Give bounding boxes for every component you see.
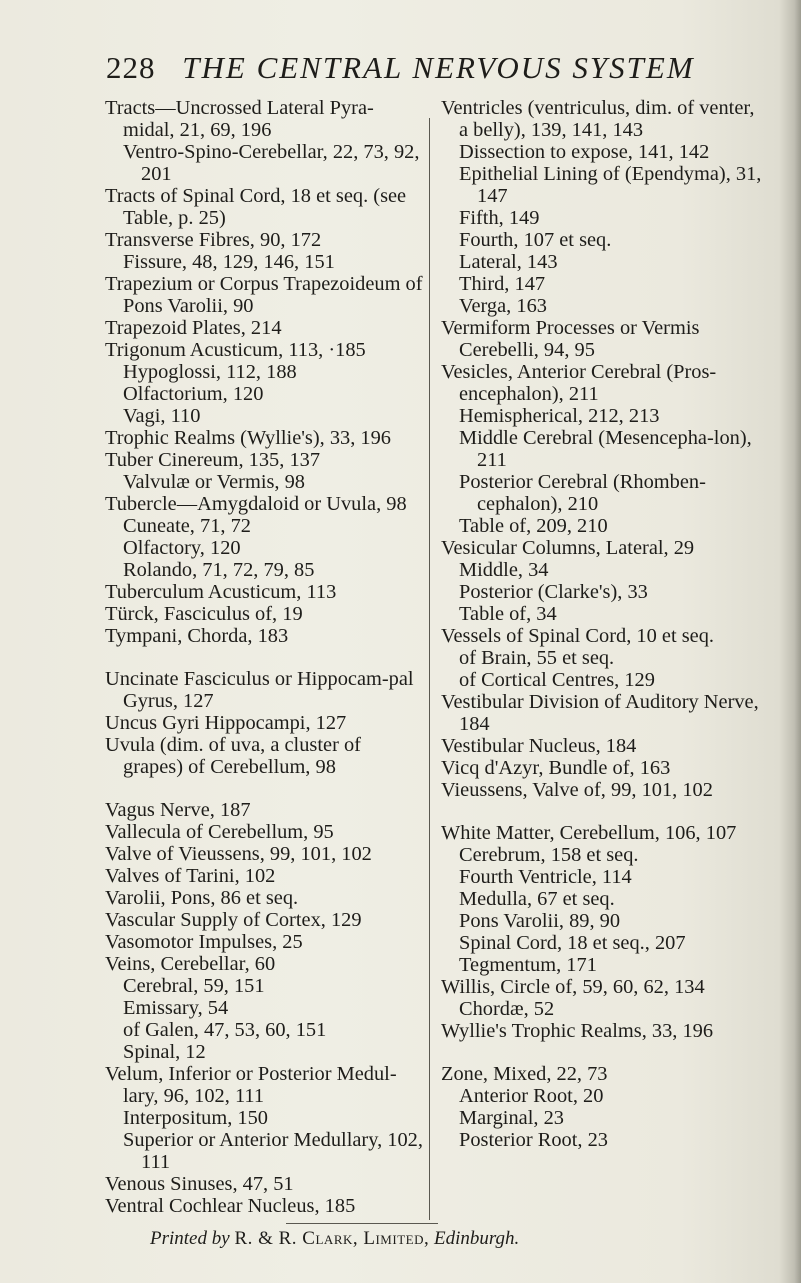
index-entry: Vesicular Columns, Lateral, 29 bbox=[441, 537, 695, 559]
index-entry: Varolii, Pons, 86 et seq. bbox=[105, 887, 299, 909]
index-subentry: Emissary, 54 bbox=[123, 997, 229, 1019]
index-entry: Ventricles (ventriculus, dim. of venter, a belly), 139, 141, 143 bbox=[441, 97, 755, 141]
index-entry: Velum, Inferior or Posterior Medul-lary, 96, 102, 111 bbox=[105, 1063, 397, 1107]
index-entry: Ventro-Spino-Cerebellar, 22, 73, 92, 201 bbox=[123, 141, 420, 185]
index-subentry: Posterior (Clarke's), 33 bbox=[459, 581, 648, 603]
column-divider bbox=[429, 118, 430, 1220]
index-entry: Epithelial Lining of (Ependyma), 31, 147 bbox=[459, 163, 762, 207]
index-subentry: Dissection to expose, 141, 142 bbox=[459, 141, 710, 163]
index-entry: Vesicles, Anterior Cerebral (Pros-encephalon), 211 bbox=[441, 361, 717, 405]
index-entry: Tracts—Uncrossed Lateral Pyra-midal, 21, 69, 196 bbox=[105, 97, 374, 141]
page-edge-shadow bbox=[779, 0, 801, 1283]
section-gap bbox=[441, 1042, 763, 1063]
index-entry: Tympani, Chorda, 183 bbox=[105, 625, 289, 647]
index-entry: Posterior Cerebral (Rhomben-cephalon), 210 bbox=[459, 471, 706, 515]
index-subentry: Rolando, 71, 72, 79, 85 bbox=[123, 559, 315, 581]
running-header bbox=[106, 50, 746, 86]
index-subentry: Middle, 34 bbox=[459, 559, 549, 581]
index-subentry: Table of, 209, 210 bbox=[459, 515, 608, 537]
index-subentry: Fifth, 149 bbox=[459, 207, 540, 229]
page-number: 228 bbox=[106, 50, 156, 85]
section-gap bbox=[105, 778, 423, 799]
index-entry: Uncinate Fasciculus or Hippocam-pal Gyrus, 127 bbox=[105, 668, 414, 712]
index-subentry: Lateral, 143 bbox=[459, 251, 558, 273]
index-subentry: Medulla, 67 et seq. bbox=[459, 888, 615, 910]
index-entry: Valve of Vieussens, 99, 101, 102 bbox=[105, 843, 372, 865]
section-gap bbox=[441, 801, 763, 822]
index-entry: Wyllie's Trophic Realms, 33, 196 bbox=[441, 1020, 714, 1042]
index-entry: Willis, Circle of, 59, 60, 62, 134 bbox=[441, 976, 705, 998]
index-entry: Middle Cerebral (Mesencepha-lon), 211 bbox=[459, 427, 752, 471]
index-entry: Trophic Realms (Wyllie's), 33, 196 bbox=[105, 427, 392, 449]
index-subentry: of Cortical Centres, 129 bbox=[459, 669, 655, 691]
bottom-rule bbox=[286, 1223, 438, 1224]
index-subentry: Interpositum, 150 bbox=[123, 1107, 268, 1129]
index-subentry: Spinal Cord, 18 et seq., 207 bbox=[459, 932, 686, 954]
index-entry: Trapezium or Corpus Trapezoideum of Pons Varolii, 90 bbox=[105, 273, 423, 317]
index-entry: Tuberculum Acusticum, 113 bbox=[105, 581, 337, 603]
index-entry: Vestibular Division of Auditory Nerve, 184 bbox=[441, 691, 759, 735]
index-entry: White Matter, Cerebellum, 106, 107 bbox=[441, 822, 737, 844]
section-gap bbox=[105, 647, 423, 668]
index-subentry: Marginal, 23 bbox=[459, 1107, 564, 1129]
index-subentry: Hemispherical, 212, 213 bbox=[459, 405, 660, 427]
index-subentry: Hypoglossi, 112, 188 bbox=[123, 361, 297, 383]
index-entry: Ventral Cochlear Nucleus, 185 bbox=[105, 1195, 356, 1217]
index-entry: Türck, Fasciculus of, 19 bbox=[105, 603, 303, 625]
index-column-right bbox=[441, 97, 763, 1151]
index-subentry: Anterior Root, 20 bbox=[459, 1085, 604, 1107]
index-entry: Vascular Supply of Cortex, 129 bbox=[105, 909, 362, 931]
index-entry: Vallecula of Cerebellum, 95 bbox=[105, 821, 334, 843]
printer-imprint bbox=[150, 1228, 750, 1250]
index-entry: Tubercle—Amygdaloid or Uvula, 98 bbox=[105, 493, 407, 515]
index-subentry: Cuneate, 71, 72 bbox=[123, 515, 251, 537]
index-column-left bbox=[105, 97, 423, 1217]
index-subentry: Posterior Root, 23 bbox=[459, 1129, 608, 1151]
index-entry: Vicq d'Azyr, Bundle of, 163 bbox=[441, 757, 671, 779]
index-subentry: Valvulæ or Vermis, 98 bbox=[123, 471, 306, 493]
index-entry: Vasomotor Impulses, 25 bbox=[105, 931, 303, 953]
index-entry: Venous Sinuses, 47, 51 bbox=[105, 1173, 294, 1195]
index-entry: Tracts of Spinal Cord, 18 et seq. (see Table, p. 25) bbox=[105, 185, 407, 229]
index-subentry: Pons Varolii, 89, 90 bbox=[459, 910, 621, 932]
index-subentry: Chordæ, 52 bbox=[459, 998, 555, 1020]
index-entry: Tuber Cinereum, 135, 137 bbox=[105, 449, 321, 471]
running-title: THE CENTRAL NERVOUS SYSTEM bbox=[182, 50, 695, 85]
index-subentry: Cerebrum, 158 et seq. bbox=[459, 844, 639, 866]
index-entry: Trigonum Acusticum, 113, ·185 bbox=[105, 339, 366, 361]
index-entry: Vagus Nerve, 187 bbox=[105, 799, 251, 821]
index-subentry: Olfactory, 120 bbox=[123, 537, 241, 559]
index-entry: Uncus Gyri Hippocampi, 127 bbox=[105, 712, 347, 734]
index-subentry: Fissure, 48, 129, 146, 151 bbox=[123, 251, 335, 273]
index-entry: Uvula (dim. of uva, a cluster of grapes) of Cerebellum, 98 bbox=[105, 734, 361, 778]
index-entry: Superior or Anterior Medullary, 102, 111 bbox=[123, 1129, 423, 1173]
index-entry: Veins, Cerebellar, 60 bbox=[105, 953, 276, 975]
index-entry: Trapezoid Plates, 214 bbox=[105, 317, 282, 339]
index-subentry: Table of, 34 bbox=[459, 603, 557, 625]
index-subentry: Fourth, 107 et seq. bbox=[459, 229, 612, 251]
index-subentry: Tegmentum, 171 bbox=[459, 954, 597, 976]
index-entry: Vestibular Nucleus, 184 bbox=[441, 735, 637, 757]
index-subentry: Verga, 163 bbox=[459, 295, 547, 317]
index-subentry: Cerebral, 59, 151 bbox=[123, 975, 265, 997]
index-entry: Transverse Fibres, 90, 172 bbox=[105, 229, 322, 251]
index-subentry: Third, 147 bbox=[459, 273, 546, 295]
imprint-printed-by: Printed by bbox=[150, 1228, 230, 1249]
imprint-place: Edinburgh. bbox=[433, 1228, 520, 1249]
index-subentry: of Brain, 55 et seq. bbox=[459, 647, 615, 669]
index-entry: Zone, Mixed, 22, 73 bbox=[441, 1063, 608, 1085]
index-subentry: Spinal, 12 bbox=[123, 1041, 206, 1063]
index-subentry: of Galen, 47, 53, 60, 151 bbox=[123, 1019, 327, 1041]
index-subentry: Vagi, 110 bbox=[123, 405, 201, 427]
index-entry: Vermiform Processes or Vermis Cerebelli, 94, 95 bbox=[441, 317, 700, 361]
index-subentry: Fourth Ventricle, 114 bbox=[459, 866, 632, 888]
imprint-printer: R. & R. Clark, Limited, bbox=[234, 1228, 430, 1249]
index-entry: Valves of Tarini, 102 bbox=[105, 865, 276, 887]
index-entry: Vieussens, Valve of, 99, 101, 102 bbox=[441, 779, 713, 801]
index-subentry: Olfactorium, 120 bbox=[123, 383, 264, 405]
index-entry: Vessels of Spinal Cord, 10 et seq. bbox=[441, 625, 714, 647]
